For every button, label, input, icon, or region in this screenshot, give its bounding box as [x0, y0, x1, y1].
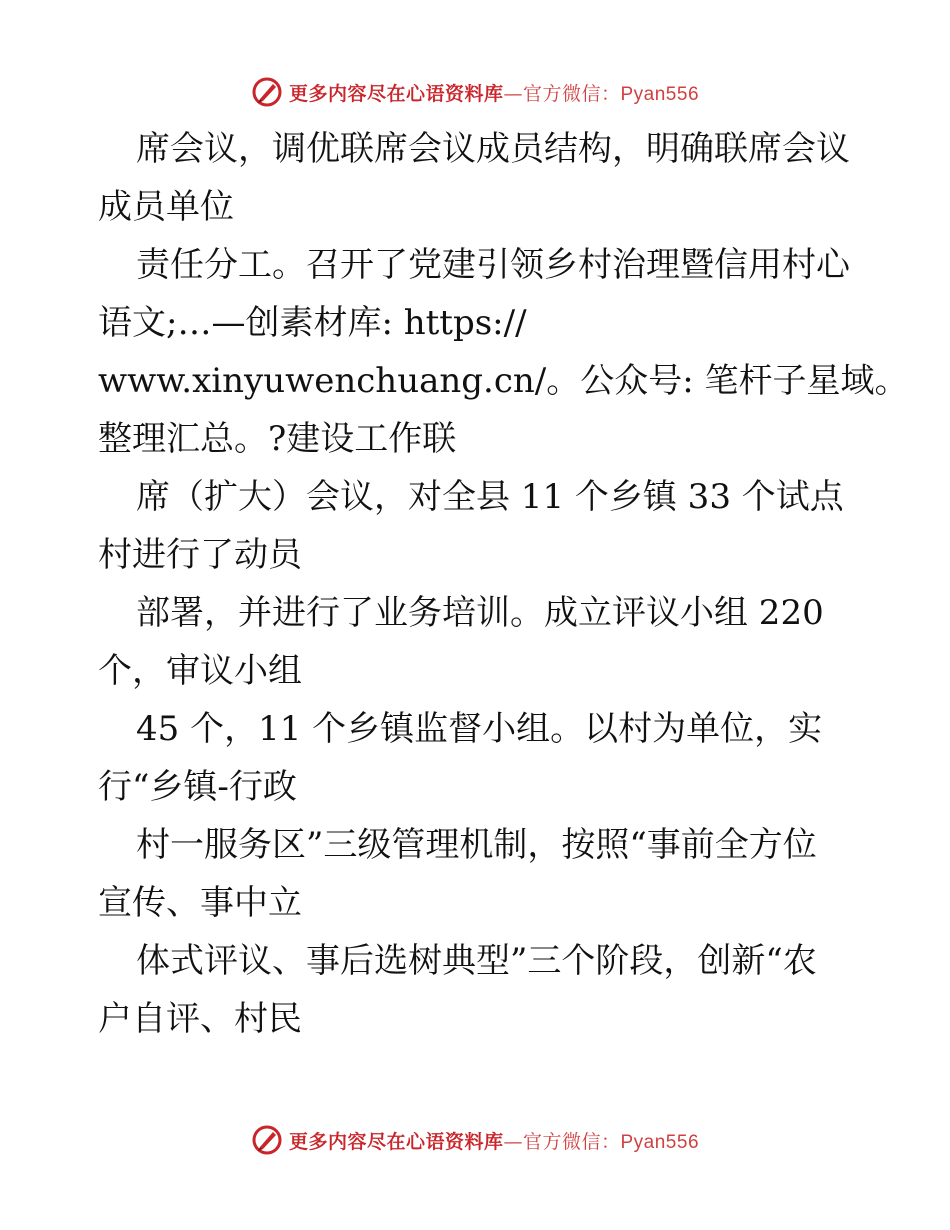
- banner-wechat-id: Pyan556: [620, 1131, 700, 1153]
- footer-banner: [0, 1120, 950, 1160]
- text-line: 45 个，11 个乡镇监督小组。以村为单位，实: [136, 709, 823, 749]
- banner-dash: —: [503, 1130, 523, 1153]
- banner-official-text: 官方微信：: [522, 82, 621, 105]
- text-line: 整理汇总。?建设工作联: [98, 419, 457, 459]
- banner-official-text: 官方微信：: [522, 1130, 621, 1153]
- text-line: 户自评、村民: [98, 999, 302, 1039]
- text-line: 村一服务区”三级管理机制，按照“事前全方位: [136, 825, 817, 865]
- banner-wechat-id: Pyan556: [620, 83, 700, 105]
- text-line: 语文;…—创素材库: https://: [98, 303, 527, 343]
- text-line: 村进行了动员: [98, 535, 302, 575]
- pen-logo-icon: [251, 76, 283, 108]
- text-line: 个，审议小组: [98, 651, 302, 691]
- text-line: 责任分工。召开了党建引领乡村治理暨信用村心: [136, 245, 850, 285]
- banner-text: [289, 1127, 699, 1154]
- footer-banner-inner: [251, 1124, 699, 1156]
- text-line: 体式评议、事后选树典型”三个阶段，创新“农: [136, 941, 817, 981]
- document-body: [98, 120, 909, 1048]
- text-line: 宣传、事中立: [98, 883, 302, 923]
- header-banner-inner: [251, 76, 699, 108]
- text-line: 席（扩大）会议，对全县 11 个乡镇 33 个试点: [136, 477, 844, 517]
- text-line: www.xinyuwenchuang.cn/。公众号: 笔杆子星域。: [98, 361, 909, 401]
- text-line: 行“乡镇-行政: [98, 767, 297, 807]
- text-line: 成员单位: [98, 187, 234, 227]
- text-line: 席会议，调优联席会议成员结构，明确联席会议: [136, 129, 850, 169]
- header-banner: [0, 72, 950, 112]
- banner-text: [289, 79, 699, 106]
- text-line: 部署，并进行了业务培训。成立评议小组 220: [136, 593, 824, 633]
- banner-dash: —: [503, 82, 523, 105]
- pen-logo-icon: [251, 1124, 283, 1156]
- banner-main-text: 更多内容尽在心语资料库: [288, 1130, 504, 1153]
- banner-main-text: 更多内容尽在心语资料库: [288, 82, 504, 105]
